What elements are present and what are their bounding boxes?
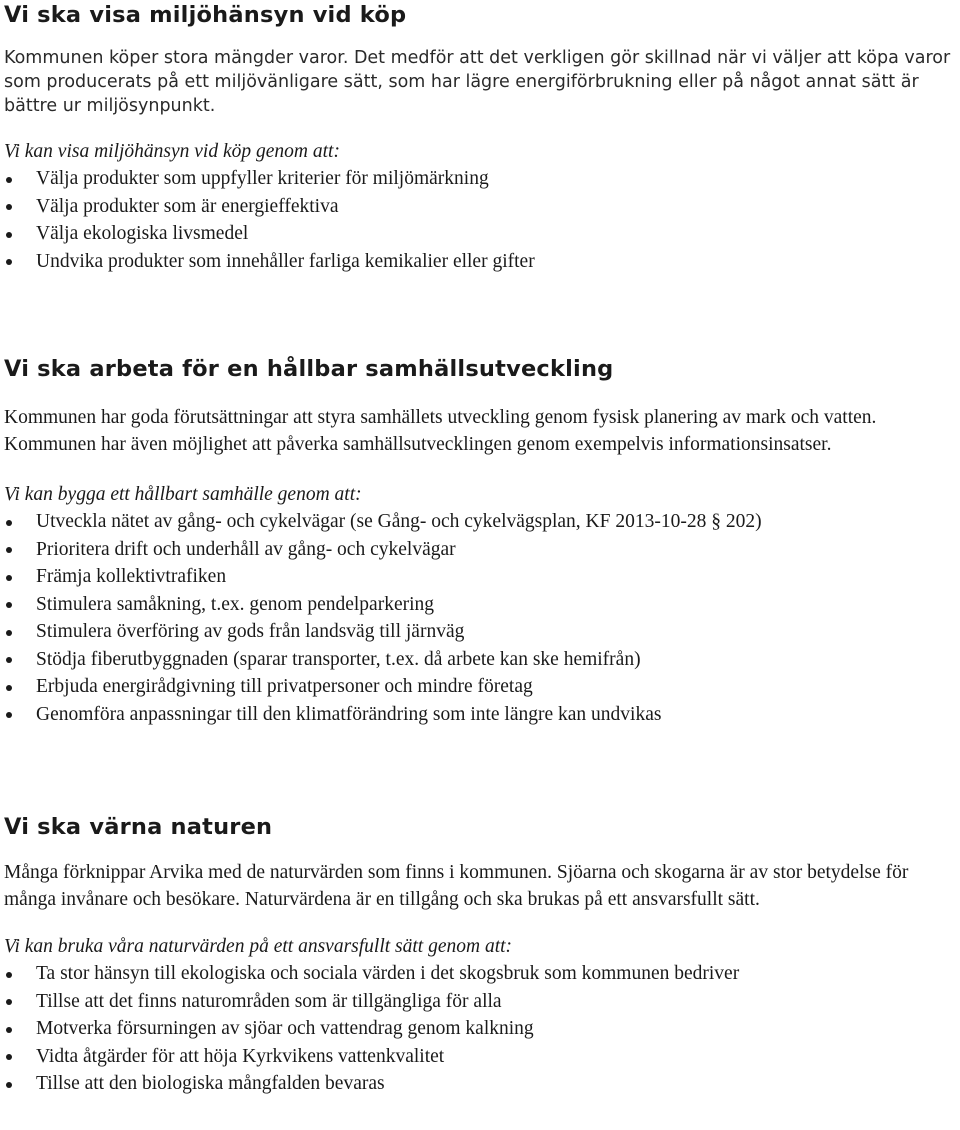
bullet-icon [4, 591, 14, 619]
section-paragraph: Kommunen köper stora mängder varor. Det medför att det verkligen gör skillnad när vi väljer att köpa varor som producerats på ett miljövänligare sätt, som har lägre energiförbrukning eller på något annat sätt är bättre ur miljösynpunkt. [4, 48, 951, 116]
list-item [4, 248, 956, 276]
bullet-icon [4, 673, 14, 701]
section-heading: Vi ska visa miljöhänsyn vid köp [4, 2, 407, 28]
section-sustainable-development [4, 354, 956, 728]
bullet-icon [4, 646, 14, 674]
list-lead: Vi kan visa miljöhänsyn vid köp genom att: [4, 141, 340, 162]
bullet-icon [4, 960, 14, 988]
list-item [4, 536, 956, 564]
list-item-text: Stimulera överföring av gods från landsväg till järnväg [36, 621, 465, 642]
bullet-list [4, 165, 956, 275]
list-item-text: Genomföra anpassningar till den klimatförändring som inte längre kan undvikas [36, 703, 662, 725]
list-item-text: Motverka försurningen av sjöar och vattendrag genom kalkning [36, 1018, 534, 1039]
bullet-icon [4, 220, 14, 248]
bullet-icon [4, 248, 14, 276]
section-paragraph: Kommunen har goda förutsättningar att styra samhällets utveckling genom fysisk planering av mark och vatten. Kommunen har även möjlighet att påverka samhällsutvecklingen genom exempelvis informationsinsatser. [4, 407, 877, 455]
section-protect-nature [4, 812, 956, 1098]
list-item [4, 618, 956, 646]
bullet-icon [4, 988, 14, 1016]
list-item-text: Stimulera samåkning, t.ex. genom pendelparkering [36, 593, 435, 615]
list-item [4, 563, 956, 591]
bullet-icon [4, 618, 14, 646]
section-paragraph: Många förknippar Arvika med de naturvärden som finns i kommunen. Sjöarna och skogarna är av stor betydelse för många invånare och besökare. Naturvärdena är en tillgång och ska brukas på ett ansvarsfullt sätt. [4, 862, 909, 910]
list-item-text: Tillse att den biologiska mångfalden bevaras [36, 1073, 385, 1094]
section-environmental-purchasing [4, 0, 956, 275]
bullet-icon [4, 508, 14, 536]
list-item-text: Välja produkter som är energieffektiva [36, 195, 339, 217]
list-item-text: Vidta åtgärder för att höja Kyrkvikens vattenkvalitet [36, 1045, 445, 1067]
list-item-text: Erbjuda energirådgivning till privatpersoner och mindre företag [36, 676, 533, 697]
list-item-text: Prioritera drift och underhåll av gång- och cykelvägar [36, 538, 456, 560]
list-lead: Vi kan bruka våra naturvärden på ett ansvarsfullt sätt genom att: [4, 936, 513, 957]
bullet-icon [4, 563, 14, 591]
bullet-icon [4, 1043, 14, 1071]
list-item [4, 193, 956, 221]
list-item [4, 646, 956, 674]
list-item-text: Undvika produkter som innehåller farliga kemikalier eller gifter [36, 250, 535, 272]
list-item [4, 673, 956, 701]
list-lead: Vi kan bygga ett hållbart samhälle genom att: [4, 484, 362, 505]
list-item-text: Välja produkter som uppfyller kriterier för miljömärkning [36, 168, 489, 189]
list-item [4, 165, 956, 193]
list-item [4, 1015, 956, 1043]
bullet-icon [4, 1070, 14, 1098]
section-heading: Vi ska värna naturen [4, 814, 273, 840]
list-item-text: Stödja fiberutbyggnaden (sparar transporter, t.ex. då arbete kan ske hemifrån) [36, 648, 641, 670]
list-item [4, 988, 956, 1016]
list-item [4, 960, 956, 988]
list-item [4, 1043, 956, 1071]
bullet-icon [4, 1015, 14, 1043]
list-item [4, 591, 956, 619]
list-item-text: Tillse att det finns naturområden som är tillgängliga för alla [36, 990, 502, 1012]
list-item-text: Utveckla nätet av gång- och cykelvägar (se Gång- och cykelvägsplan, KF 2013-10-28 § 202) [36, 511, 762, 532]
list-item [4, 508, 956, 536]
bullet-icon [4, 701, 14, 729]
bullet-list [4, 960, 956, 1098]
bullet-icon [4, 165, 14, 193]
list-item [4, 220, 956, 248]
list-item [4, 1070, 956, 1098]
bullet-icon [4, 193, 14, 221]
list-item-text: Välja ekologiska livsmedel [36, 223, 249, 244]
bullet-icon [4, 536, 14, 564]
list-item-text: Ta stor hänsyn till ekologiska och sociala värden i det skogsbruk som kommunen bedriver [36, 963, 740, 984]
bullet-list [4, 508, 956, 728]
section-heading: Vi ska arbeta för en hållbar samhällsutveckling [4, 356, 614, 382]
list-item [4, 701, 956, 729]
list-item-text: Främja kollektivtrafiken [36, 566, 227, 587]
